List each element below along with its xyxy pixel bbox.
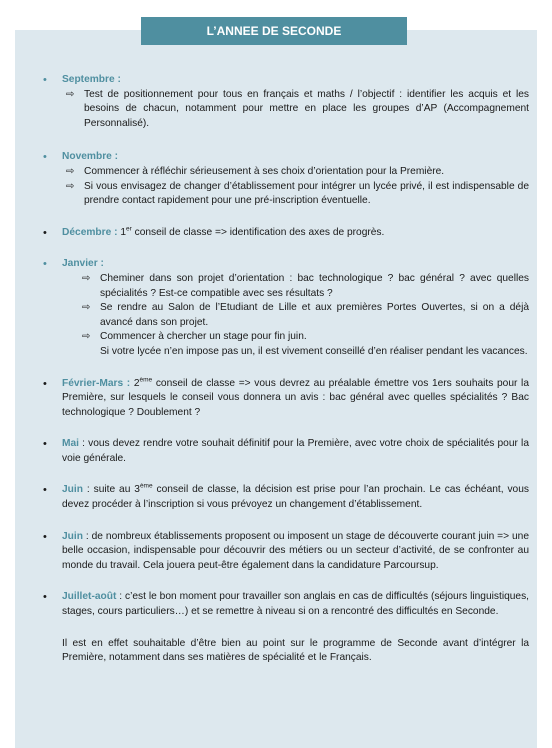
bullet-icon: • [43,530,47,543]
entry-september [43,73,529,131]
arrow-right-icon: ⇨ [66,165,75,177]
entry-june-internship: • Juin : de nombreux établissements proposent ou imposent un stage de découverte courant juin => une belle occasion, indispensable pour découvrir des métiers ou un secteur d’activité, de se confronter au monde du travail. Cela jouera peut-être également dans la candidature Parcoursup. [43,530,529,571]
month-label: Novembre : [62,151,119,163]
month-label: Septembre : [62,74,121,85]
entry-january [43,257,529,359]
month-label: Juin [62,484,83,496]
entry-june-council: • Juin : suite au 3ème conseil de classe, la décision est prise pour l’an prochain. Le cas échéant, vous devez procéder à l’inscription si vous prévoyez un changement d’établissement. [43,483,529,511]
arrow-right-icon: ⇨ [66,180,75,192]
entry-february-march: • Février-Mars : 2ème conseil de classe => vous devrez au préalable émettre vos 1ers souhaits pour la Première, sur lesquels le conseil vous donnera un avis : bac général avec quelles spécialités ? Bac technologique ? Doublement ? [43,376,529,418]
bullet-icon: • [43,74,47,86]
bullet-icon: • [43,226,47,239]
entry-december: • Décembre : 1er conseil de classe => identification des axes de progrès. [43,225,385,239]
month-label: Décembre : [62,226,118,238]
month-label: Janvier : [62,258,104,270]
list-item: ⇨ Si vous envisagez de changer d’établissement pour intégrer un lycée privé, il est indispensable de prendre contact rapidement pour une pré-inscription éventuelle. [66,180,529,207]
page-title: L’ANNEE DE SECONDE [141,17,407,45]
entry-july-august: • Juillet-août : c’est le bon moment pour travailler son anglais en cas de difficultés (séjours linguistiques, stages, cours particuliers…) et se remettre à niveau si on a rencontré des difficultés en Seconde. Il est en effet souhaitable d’être bien au point sur le programme de Seconde avant d’intégrer la Première, notamment dans ses matières de spécialité et le Français. [62,590,529,665]
bullet-icon: • [43,151,47,164]
list-item: ⇨ Cheminer dans son projet d’orientation : bac technologique ? bac général ? avec quelles spécialités ? Est-ce compatible avec ses résultats ? [82,272,529,299]
month-label: Mai [62,438,79,450]
bullet-icon: • [43,438,47,451]
list-item: ⇨ Test de positionnement pour tous en français et maths / l’objectif : identifier les acquis et les besoins de chacun, notamment pour mettre en place les groupes d’AP (Accompagnement Personnalisé). [66,88,529,129]
entry-november [43,150,529,208]
arrow-right-icon: ⇨ [82,272,91,284]
month-label: Juillet-août [62,591,117,603]
entry-may: • Mai : vous devez rendre votre souhait définitif pour la Première, avec votre choix de spécialités pour la voie générale. [43,438,529,464]
bullet-icon: • [43,377,47,390]
arrow-right-icon: ⇨ [82,331,91,343]
calendar-content [43,73,529,666]
bullet-icon: • [43,258,47,271]
bullet-icon: • [43,484,47,497]
list-item-note: Si votre lycée n’en impose pas un, il est vivement conseillé d’en réaliser pendant les vacances. [100,345,528,357]
list-item: ⇨ Se rendre au Salon de l’Etudiant de Lille et aux premières Portes Ouvertes, si on a déjà avancé dans son projet. [82,302,529,328]
month-label: Juin [62,530,83,542]
closing-note: Il est en effet souhaitable d’être bien au point sur le programme de Seconde avant d’intégrer la Première, notamment dans ses matières de spécialité et le Français. [62,637,529,664]
month-label: Février-Mars : [62,377,131,389]
list-item: ⇨ Commencer à réfléchir sérieusement à ses choix d’orientation pour la Première. [62,165,529,180]
arrow-right-icon: ⇨ [66,88,75,100]
bullet-icon: • [43,591,47,604]
arrow-right-icon: ⇨ [82,302,91,314]
list-item: ⇨ Commencer à chercher un stage pour fin juin. [62,330,529,345]
